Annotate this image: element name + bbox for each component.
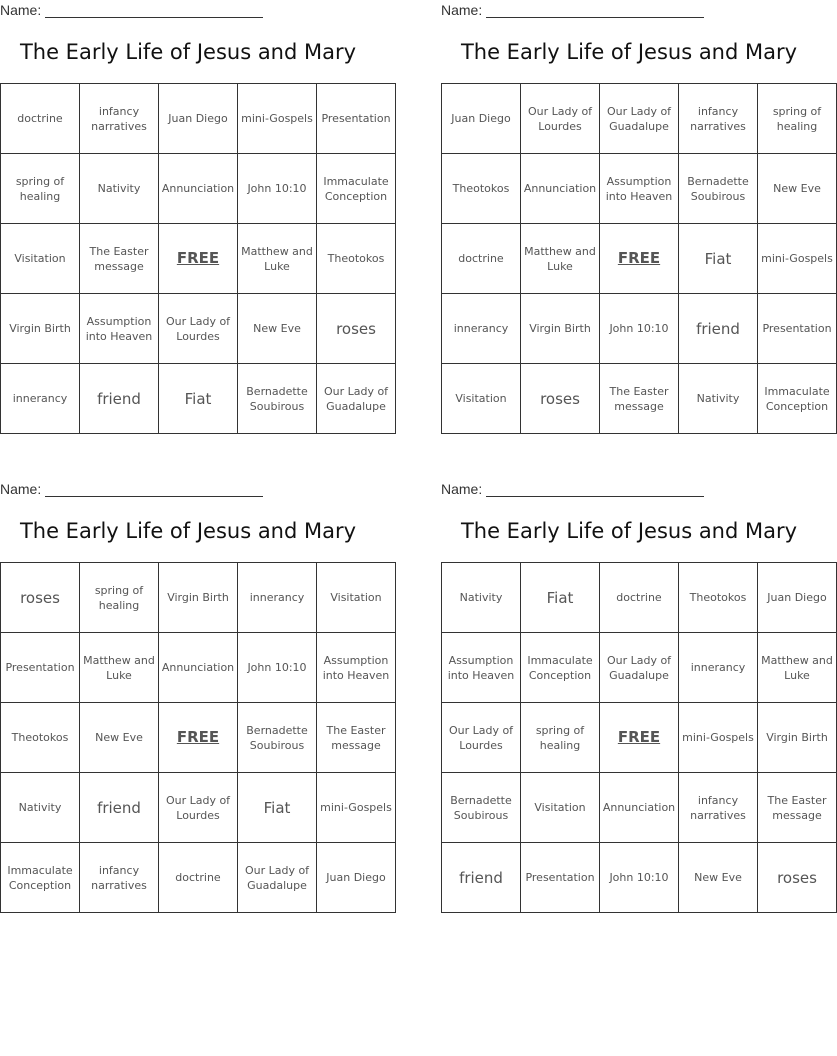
free-space: FREE xyxy=(600,703,679,773)
grid-row xyxy=(1,294,396,364)
bingo-cell: Virgin Birth xyxy=(159,563,238,633)
grid-row xyxy=(1,224,396,294)
bingo-cell: John 10:10 xyxy=(600,843,679,913)
bingo-cell: Nativity xyxy=(442,563,521,633)
bingo-cell: mini-Gospels xyxy=(758,224,837,294)
card-title: The Early Life of Jesus and Mary xyxy=(19,40,357,64)
bingo-cell: Bernadette Soubirous xyxy=(679,154,758,224)
bingo-cell: Annunciation xyxy=(600,773,679,843)
bingo-cell: Immaculate Conception xyxy=(1,843,80,913)
bingo-cell: Annunciation xyxy=(159,633,238,703)
bingo-cell: Theotokos xyxy=(442,154,521,224)
bingo-cell: Theotokos xyxy=(317,224,396,294)
grid-row xyxy=(442,364,837,434)
grid-row xyxy=(442,224,837,294)
bingo-cell: Our Lady of Lourdes xyxy=(159,773,238,843)
bingo-grid xyxy=(0,83,396,434)
bingo-cell: roses xyxy=(758,843,837,913)
bingo-cell: Assumption into Heaven xyxy=(442,633,521,703)
bingo-cell: Juan Diego xyxy=(442,84,521,154)
bingo-cell: doctrine xyxy=(600,563,679,633)
bingo-cell: The Easter message xyxy=(80,224,159,294)
bingo-cell: Bernadette Soubirous xyxy=(442,773,521,843)
bingo-cell: Our Lady of Lourdes xyxy=(442,703,521,773)
bingo-cell: Matthew and Luke xyxy=(80,633,159,703)
bingo-cell: Theotokos xyxy=(1,703,80,773)
bingo-cell: New Eve xyxy=(679,843,758,913)
bingo-cell: New Eve xyxy=(238,294,317,364)
bingo-cell: Fiat xyxy=(521,563,600,633)
bingo-cell: spring of healing xyxy=(521,703,600,773)
bingo-cell: spring of healing xyxy=(758,84,837,154)
bingo-cell: Visitation xyxy=(1,224,80,294)
bingo-cell: Our Lady of Guadalupe xyxy=(600,84,679,154)
name-line xyxy=(45,17,263,18)
bingo-cell: friend xyxy=(679,294,758,364)
bingo-cell: Annunciation xyxy=(159,154,238,224)
bingo-cell: Bernadette Soubirous xyxy=(238,364,317,434)
bingo-cell: Our Lady of Guadalupe xyxy=(317,364,396,434)
name-label: Name: xyxy=(441,481,483,497)
bingo-cell: Assumption into Heaven xyxy=(80,294,159,364)
bingo-cell: mini-Gospels xyxy=(317,773,396,843)
grid-row xyxy=(442,773,837,843)
bingo-cell: Visitation xyxy=(317,563,396,633)
bingo-cell: Virgin Birth xyxy=(758,703,837,773)
bingo-cell: Theotokos xyxy=(679,563,758,633)
bingo-cell: Matthew and Luke xyxy=(521,224,600,294)
bingo-cell: innerancy xyxy=(1,364,80,434)
bingo-cell: Presentation xyxy=(521,843,600,913)
bingo-cell: infancy narratives xyxy=(679,84,758,154)
card-title: The Early Life of Jesus and Mary xyxy=(19,519,357,543)
bingo-cell: New Eve xyxy=(758,154,837,224)
grid-row xyxy=(1,563,396,633)
bingo-cell: doctrine xyxy=(442,224,521,294)
name-field xyxy=(0,2,300,20)
bingo-cell: friend xyxy=(442,843,521,913)
bingo-cell: John 10:10 xyxy=(238,633,317,703)
grid-row xyxy=(442,703,837,773)
name-field xyxy=(441,2,741,20)
grid-row xyxy=(442,843,837,913)
bingo-cell: John 10:10 xyxy=(600,294,679,364)
bingo-cell: friend xyxy=(80,364,159,434)
bingo-grid xyxy=(441,83,837,434)
bingo-cell: The Easter message xyxy=(600,364,679,434)
bingo-cell: mini-Gospels xyxy=(679,703,758,773)
grid-row xyxy=(442,633,837,703)
bingo-cell: Immaculate Conception xyxy=(317,154,396,224)
name-line xyxy=(486,496,704,497)
bingo-cell: roses xyxy=(1,563,80,633)
bingo-cell: roses xyxy=(521,364,600,434)
bingo-cell: Fiat xyxy=(679,224,758,294)
bingo-cell: Immaculate Conception xyxy=(758,364,837,434)
bingo-cell: Visitation xyxy=(521,773,600,843)
bingo-cell: Immaculate Conception xyxy=(521,633,600,703)
grid-row xyxy=(442,84,837,154)
bingo-cell: infancy narratives xyxy=(80,843,159,913)
grid-row xyxy=(1,154,396,224)
grid-row xyxy=(1,84,396,154)
bingo-cell: Visitation xyxy=(442,364,521,434)
bingo-cell: Fiat xyxy=(159,364,238,434)
grid-row xyxy=(1,703,396,773)
bingo-cell: doctrine xyxy=(1,84,80,154)
grid-row xyxy=(442,563,837,633)
free-space: FREE xyxy=(159,224,238,294)
name-line xyxy=(486,17,704,18)
bingo-cell: innerancy xyxy=(442,294,521,364)
bingo-cell: Juan Diego xyxy=(758,563,837,633)
grid-row xyxy=(1,843,396,913)
card-title: The Early Life of Jesus and Mary xyxy=(460,40,798,64)
name-label: Name: xyxy=(0,2,42,18)
bingo-cell: spring of healing xyxy=(80,563,159,633)
free-space: FREE xyxy=(159,703,238,773)
bingo-cell: Our Lady of Lourdes xyxy=(521,84,600,154)
bingo-cell: infancy narratives xyxy=(679,773,758,843)
bingo-cell: Annunciation xyxy=(521,154,600,224)
bingo-cell: spring of healing xyxy=(1,154,80,224)
bingo-cell: Bernadette Soubirous xyxy=(238,703,317,773)
bingo-cell: Our Lady of Guadalupe xyxy=(600,633,679,703)
bingo-cell: Matthew and Luke xyxy=(758,633,837,703)
bingo-cell: Juan Diego xyxy=(159,84,238,154)
bingo-cell: Our Lady of Lourdes xyxy=(159,294,238,364)
free-space: FREE xyxy=(600,224,679,294)
bingo-cell: Matthew and Luke xyxy=(238,224,317,294)
bingo-cell: John 10:10 xyxy=(238,154,317,224)
bingo-cell: innerancy xyxy=(238,563,317,633)
bingo-cell: Our Lady of Guadalupe xyxy=(238,843,317,913)
bingo-grid xyxy=(441,562,837,913)
bingo-cell: mini-Gospels xyxy=(238,84,317,154)
bingo-cell: Assumption into Heaven xyxy=(317,633,396,703)
bingo-grid xyxy=(0,562,396,913)
bingo-cell: Juan Diego xyxy=(317,843,396,913)
grid-row xyxy=(1,633,396,703)
bingo-cell: roses xyxy=(317,294,396,364)
bingo-cell: Presentation xyxy=(758,294,837,364)
bingo-cell: Fiat xyxy=(238,773,317,843)
grid-row xyxy=(1,364,396,434)
name-label: Name: xyxy=(441,2,483,18)
bingo-cell: friend xyxy=(80,773,159,843)
name-field xyxy=(0,481,300,499)
card-title: The Early Life of Jesus and Mary xyxy=(460,519,798,543)
bingo-cell: Nativity xyxy=(679,364,758,434)
grid-row xyxy=(442,294,837,364)
bingo-cell: The Easter message xyxy=(317,703,396,773)
bingo-cell: innerancy xyxy=(679,633,758,703)
name-field xyxy=(441,481,741,499)
bingo-cell: Virgin Birth xyxy=(1,294,80,364)
bingo-cell: New Eve xyxy=(80,703,159,773)
bingo-cell: doctrine xyxy=(159,843,238,913)
bingo-cell: The Easter message xyxy=(758,773,837,843)
bingo-cell: Presentation xyxy=(1,633,80,703)
bingo-cell: Nativity xyxy=(80,154,159,224)
name-line xyxy=(45,496,263,497)
bingo-cell: infancy narratives xyxy=(80,84,159,154)
grid-row xyxy=(1,773,396,843)
bingo-cell: Virgin Birth xyxy=(521,294,600,364)
bingo-cell: Nativity xyxy=(1,773,80,843)
bingo-cell: Assumption into Heaven xyxy=(600,154,679,224)
grid-row xyxy=(442,154,837,224)
name-label: Name: xyxy=(0,481,42,497)
bingo-cell: Presentation xyxy=(317,84,396,154)
